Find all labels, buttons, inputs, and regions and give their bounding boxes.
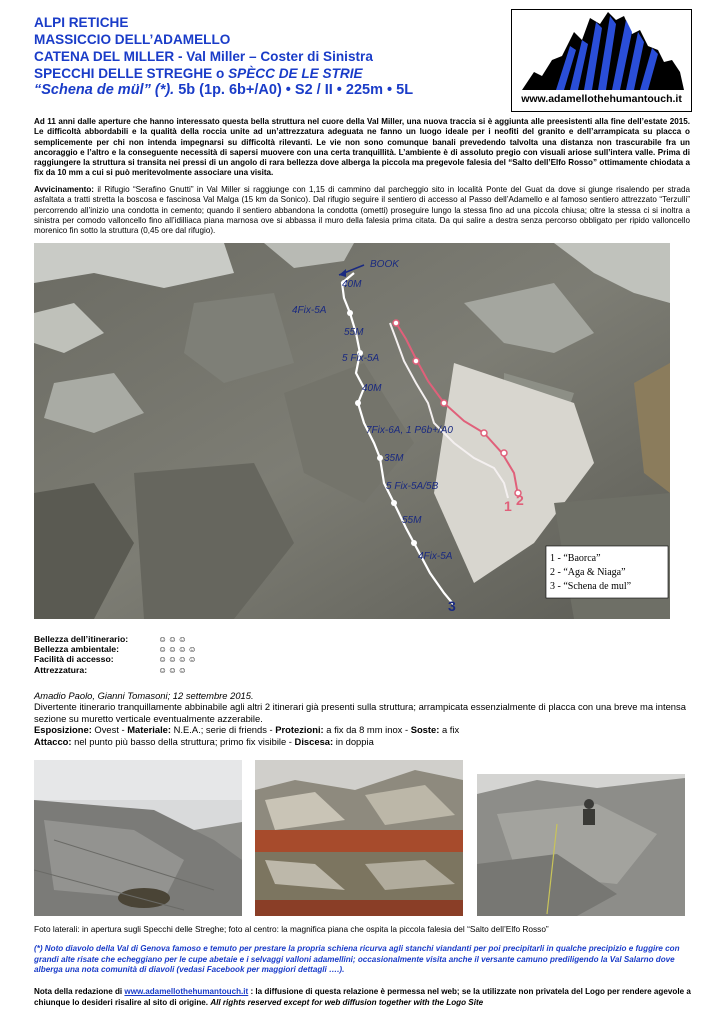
topo-label-pitch2-length: 55M: [344, 327, 364, 338]
start-label: Attacco:: [34, 735, 72, 747]
descent-label: Discesa:: [294, 735, 334, 747]
rating-value: ☺☺☺☺: [158, 644, 198, 655]
topo-label-pitch1-length: 40M: [342, 279, 362, 290]
protection-label: Protezioni:: [275, 724, 324, 736]
topo-route-number-1: 1: [504, 498, 512, 514]
header-line-1: ALPI RETICHE: [34, 15, 129, 30]
route-authors: Amadio Paolo, Gianni Tomasoni; 12 settembre 2015.: [34, 690, 254, 701]
photo-left: [34, 760, 242, 916]
intro-paragraph: Ad 11 anni dalle aperture che hanno interessato questa bella struttura nel cuore della Val Miller, una nuova traccia si è aggiunta alle preesistenti alla fine dell’estate 2015. Le difficoltà abbordabili e la qualità della roccia unite ad un’attrezzatura adeguata ne fanno un luogo ideale per i neofiti del granito e dell’arrampicata su placca o semplicemente per chi non intenda impegnarsi su difficoltà rilevanti. Le vie non sono comunque banali prevedendo talvolta una distanza non trascurabile fra un ancoraggio e l’altro e la conseguente necessità di sapersi muovere con una certa tranquillità. L’ambiente è di assoluto pregio con visuali ariose sull’intera valle. Prima di raggiungere la struttura si transita nei pressi di un angolo di rara bellezza dove alberga la piccola ma pregevole falesia del “Salto dell’Elfo Rosso” ottimamente chiodata a fix da 10 mm a cui si può meritevolmente associare una visita.: [34, 117, 690, 178]
header-line-2: MASSICCIO DELL’ADAMELLO: [34, 32, 231, 47]
approach-text: il Rifugio “Serafino Gnutti” in Val Miller si raggiunge con 1,15 di cammino dal parcheggio sito in località Ponte del Guat da dove si giunge risalendo per strada asfaltata a tratti stretta la boscosa e fascinosa Val Malga (15 km da Sonico). Dal rifugio seguire il sentiero di accesso al Passo dell’Adamello e al famoso sentiero attrezzato “Terzulli” percorrendo all’inizio una condotta in cemento; quando il sentiero abbandona la condotta (ometti) proseguire lungo la stessa fino ad una piccola chiusa; oltre la stessa ci si inoltra a sinistra per comodo valloncello fino all’idilliaca piana marnosa ove si abbassa il muro della falesia prima citata. Da qui salire a destra senza percorso obbligato per ripido valloncello morenico fin sotto la struttura (0,45 ore dal rifugio).: [34, 185, 690, 236]
topo-legend-item-1: 1 - “Baorca”: [550, 553, 601, 564]
rating-value: ☺☺☺: [158, 634, 188, 644]
approach-paragraph: [34, 185, 690, 236]
mountain-logo-icon: [512, 10, 691, 90]
redaction-note: [34, 987, 694, 1008]
site-logo: [511, 9, 692, 112]
logo-url: www.adamellothehumantouch.it: [521, 93, 682, 105]
exposure-value: Ovest -: [91, 724, 128, 736]
route-description: Divertente itinerario tranquillamente abbinabile agli altri 2 itinerari già presenti sulla struttura; arrampicata essenzialmente di placca con una breve ma intensa sezione su muretto verticale eventualmente azzerabile.: [34, 701, 686, 724]
belays-label: Soste:: [410, 724, 440, 736]
rating-row: [34, 654, 334, 664]
route-grade: 5b (1p. 6b+/A0) • S2 / II • 225m • 5L: [174, 82, 414, 98]
route-specs: [34, 724, 694, 735]
topo-label-pitch3-fix: 7Fix-6A, 1 P6b+/A0: [366, 425, 453, 436]
route-details: [34, 690, 694, 747]
route-name: “Schena de mül” (*).: [34, 82, 175, 98]
topo-label-pitch4-length: 35M: [384, 453, 404, 464]
topo-route-number-3: 3: [448, 598, 456, 614]
footnote: (*) Noto diavolo della Val di Genova famoso e temuto per prestare la propria schiena ricurva agli stanchi viandanti per poi precipitarli in qualche precipizio e fuggire con grandi alte risate che echeggiano per le cupe abetaie e i selvaggi valloni adamellini; occasionalmente visita anche il versante camuno prediligendo la Val Salarno dove alberga una nota comunità di diavoli (vedasi Facebook per maggiori dettagli ….).: [34, 944, 680, 975]
approach-label: Avvicinamento:: [34, 185, 94, 194]
redaction-prefix: Nota della redazione di: [34, 987, 125, 996]
belays-value: a fix: [439, 724, 460, 736]
photo-center: [255, 760, 463, 916]
topo-label-pitch5-length: 55M: [402, 515, 422, 526]
topo-label-pitch3-length: 40M: [362, 383, 382, 394]
exposure-label: Esposizione:: [34, 724, 92, 736]
topo-label-pitch1-fix: 4Fix-5A: [292, 305, 327, 316]
photo-caption: Foto laterali: in apertura sugli Specchi delle Streghe; foto al centro: la magnifica piana che ospita la piccola falesia del “Salto dell’Elfo Rosso”: [34, 924, 549, 934]
topo-label-pitch5-fix: 4Fix-5A: [418, 551, 453, 562]
topo-legend-item-3: 3 - “Schena de mul”: [550, 581, 632, 592]
ratings-table: [34, 634, 334, 675]
protection-value: a fix da 8 mm inox -: [323, 724, 411, 736]
rating-value: ☺☺☺☺: [158, 654, 198, 665]
photo-right: [477, 774, 685, 916]
topo-photo: [34, 243, 670, 619]
route-access: [34, 736, 694, 747]
rating-label: Facilità di accesso:: [34, 654, 114, 665]
descent-value: in doppia: [333, 735, 374, 747]
header-line-4-prefix: SPECCHI DELLE STREGHE o: [34, 66, 229, 81]
rating-row: [34, 644, 334, 654]
rating-value: ☺☺☺: [158, 664, 188, 675]
topo-label-book: BOOK: [370, 259, 399, 270]
topo-label-pitch2-fix: 5 Fix-5A: [342, 353, 380, 364]
material-value: N.E.A.; serie di friends -: [171, 724, 276, 736]
rating-row: [34, 634, 334, 644]
material-label: Materiale:: [127, 724, 172, 736]
site-link[interactable]: www.adamellothehumantouch.it: [124, 987, 249, 996]
header-line-4-italic: SPÈCC DE LE STRIE: [228, 66, 363, 81]
rating-label: Attrezzatura:: [34, 664, 88, 675]
rating-label: Bellezza dell’itinerario:: [34, 634, 129, 644]
topo-legend-item-2: 2 - “Aga & Niaga”: [550, 567, 626, 578]
header-line-4: [34, 65, 504, 82]
redaction-rights: All rights reserved except for web diffusion together with the Logo Site: [210, 997, 484, 1007]
rating-row: [34, 665, 334, 675]
redaction-middle: : la diffusione di questa relazione è permessa nel web; se la utilizzate non privatela del Logo per rendere agevole a chiunque lo desideri risalire al sito di origine.: [34, 987, 691, 1007]
rating-label: Bellezza ambientale:: [34, 644, 119, 655]
topo-label-pitch4-fix: 5 Fix-5A/5B: [386, 481, 439, 492]
start-value: nel punto più basso della struttura; primo fix visibile -: [71, 735, 295, 747]
topo-route-number-2: 2: [516, 492, 524, 508]
header-line-5: [34, 82, 504, 99]
page-header: [34, 14, 504, 99]
header-line-3: CATENA DEL MILLER - Val Miller – Coster di Sinistra: [34, 49, 373, 64]
